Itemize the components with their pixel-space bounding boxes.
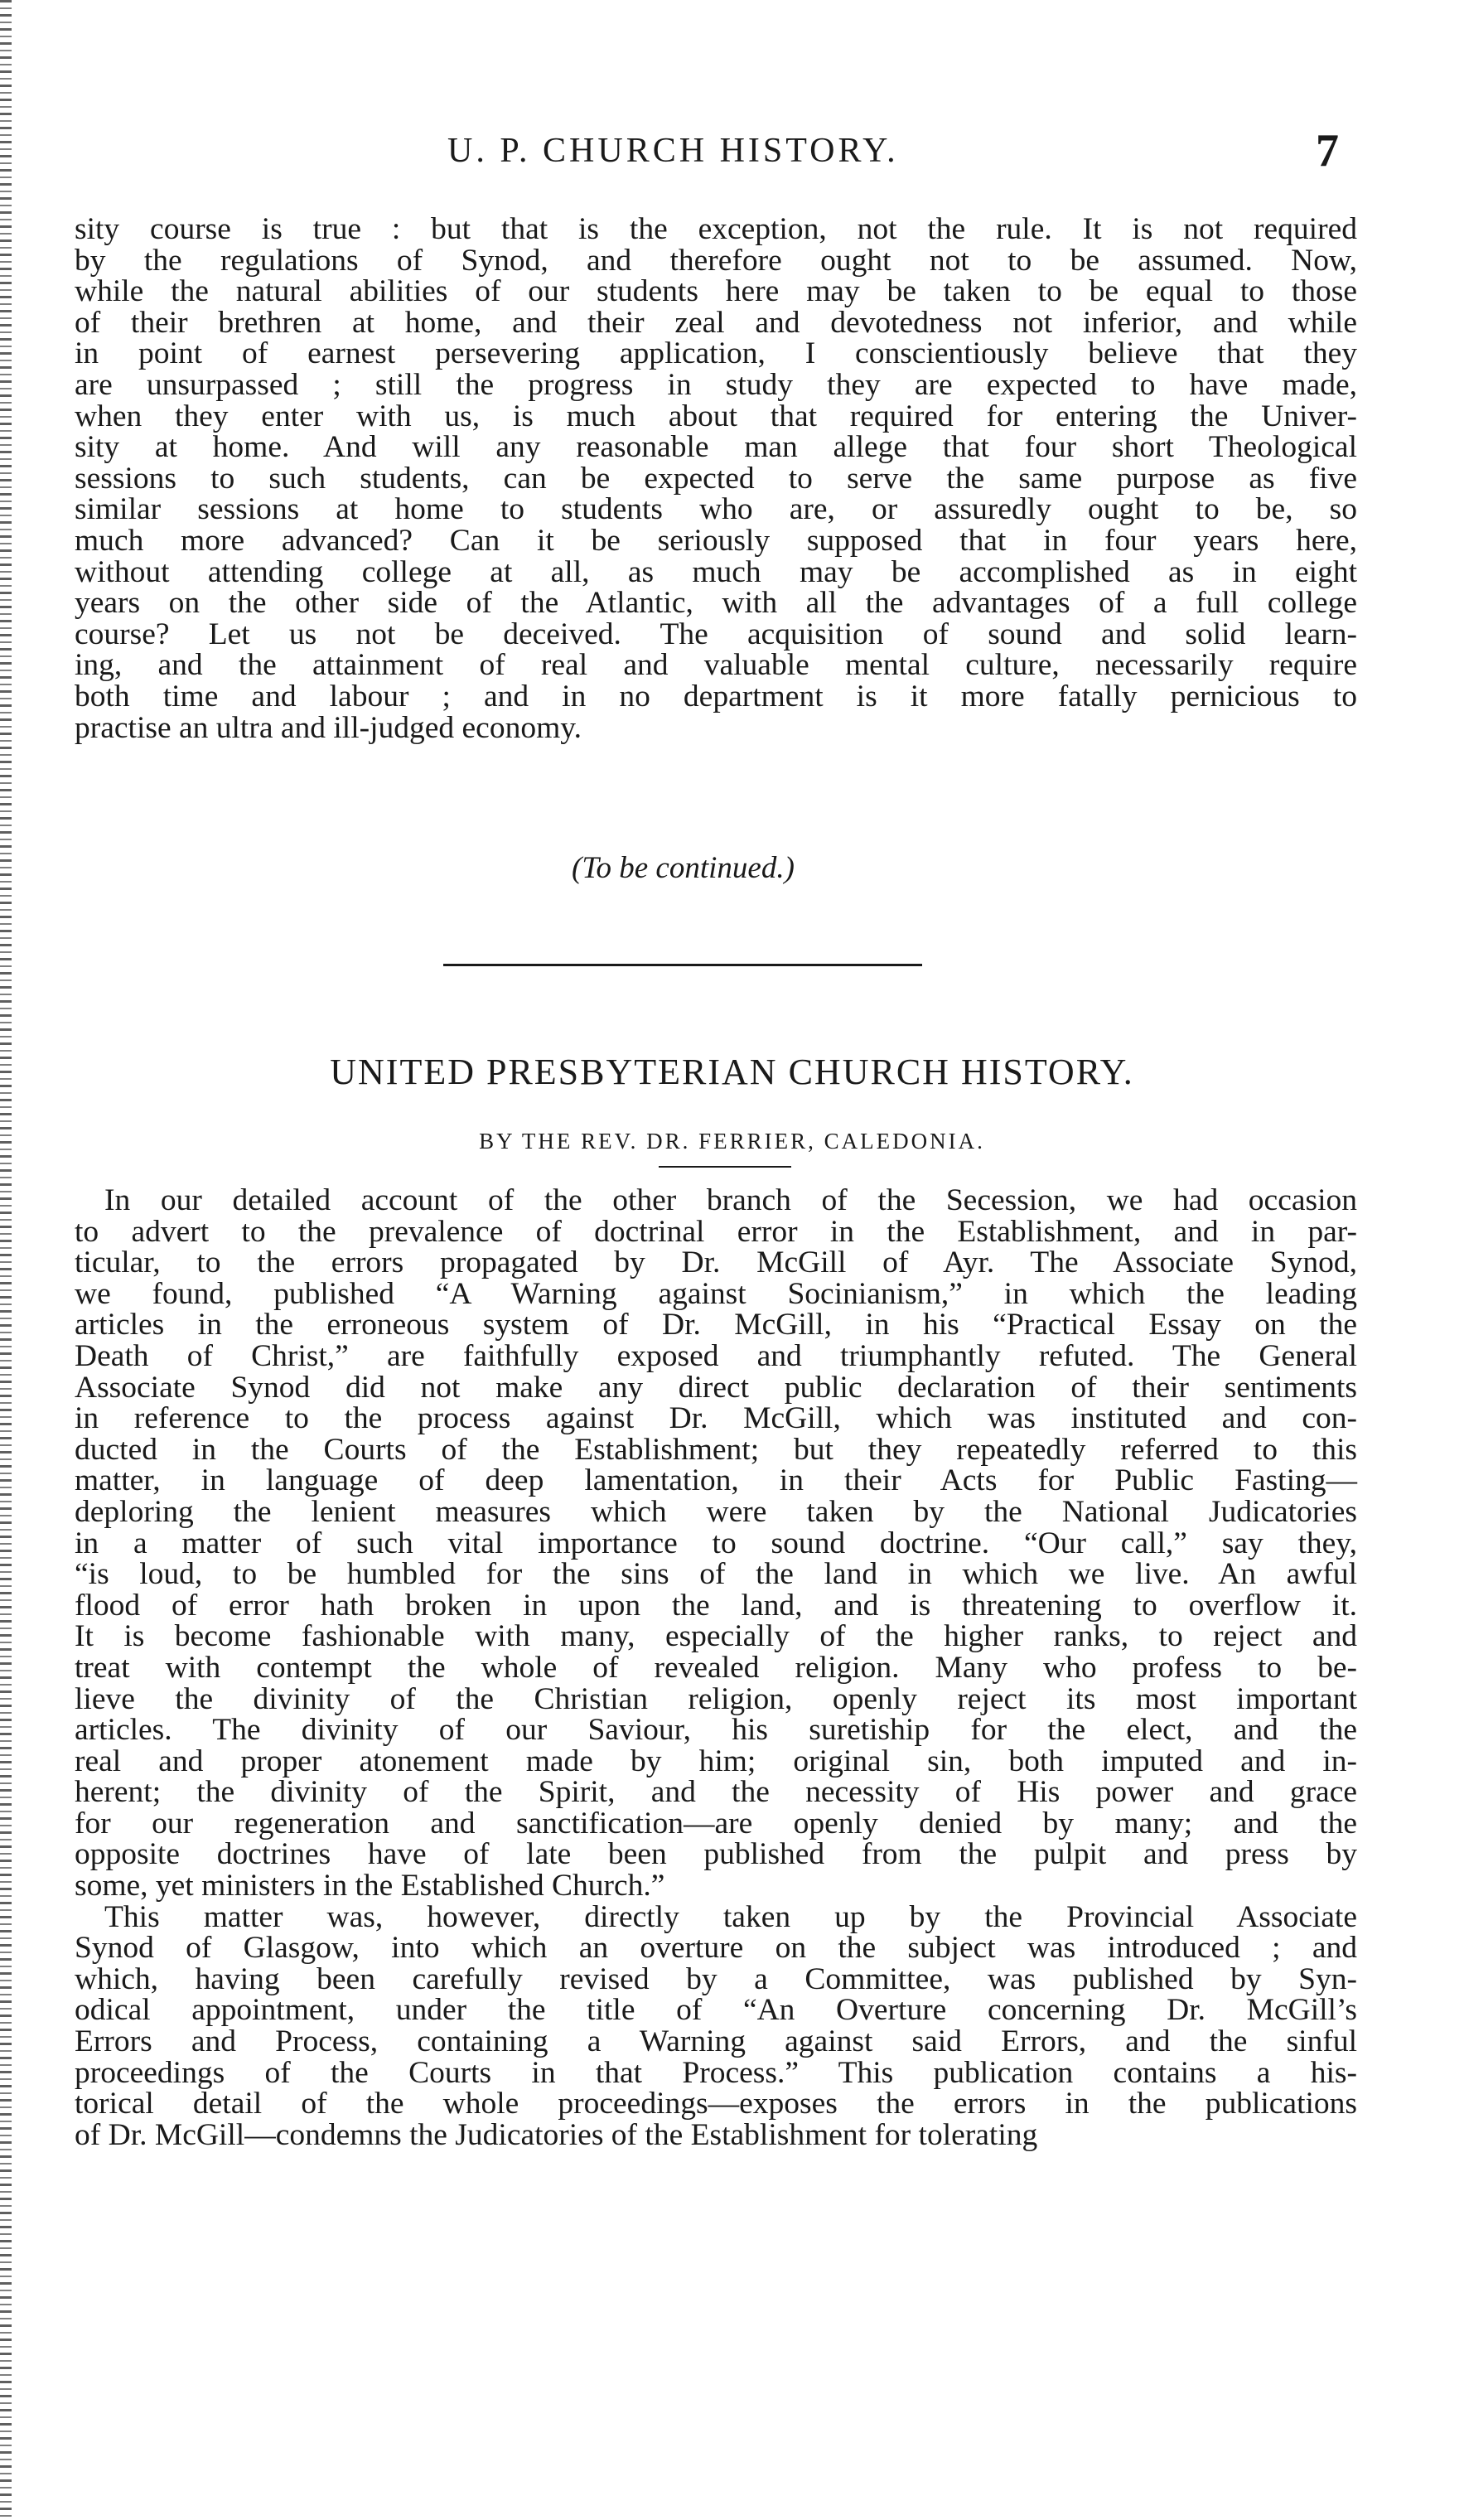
byline-rule	[659, 1166, 791, 1168]
section-divider	[443, 964, 922, 966]
text-line: opposite doctrines have of late been published from the pulpit and press by	[75, 1837, 1357, 1872]
running-head	[0, 124, 1464, 182]
text-line: deploring the lenient measures which were taken by the National Judicatories	[75, 1494, 1357, 1529]
text-line: practise an ultra and ill-judged economy.	[75, 710, 582, 745]
text-line: to advert to the prevalence of doctrinal error in the Establishment, and in par-	[75, 1214, 1357, 1249]
text-line: without attending college at all, as much may be accomplished as in eight	[75, 554, 1357, 589]
text-line: for our regeneration and sanctification—are openly denied by many; and the	[75, 1806, 1357, 1840]
text-line: of Dr. McGill—condemns the Judicatories of the Establishment for tolerating	[75, 2117, 1038, 2152]
text-line: some, yet ministers in the Established Church.”	[75, 1869, 665, 1903]
text-line: Death of Christ,” are faithfully exposed and triumphantly refuted. The General	[75, 1338, 1357, 1373]
text-line: similar sessions at home to students who are, or assuredly ought to be, so	[75, 492, 1357, 527]
text-line: in point of earnest persevering application, I conscientiously believe that they	[75, 336, 1357, 371]
text-line: sessions to such students, can be expected to serve the same purpose as five	[75, 461, 1357, 496]
text-line: ing, and the attainment of real and valuable mental culture, necessarily require	[75, 648, 1357, 683]
text-line: are unsurpassed ; still the progress in study they are expected to have made,	[75, 367, 1357, 402]
text-line: articles in the erroneous system of Dr. McGill, in his “Practical Essay on the	[75, 1308, 1357, 1342]
text-line: herent; the divinity of the Spirit, and the necessity of His power and grace	[75, 1775, 1357, 1810]
text-line: In our detailed account of the other branch of the Secession, we had occasion	[104, 1183, 1357, 1217]
page-number: 7	[1316, 125, 1339, 177]
text-line: both time and labour ; and in no department is it more fatally pernicious to	[75, 679, 1357, 713]
to-be-continued-note: (To be continued.)	[572, 851, 795, 885]
text-line: Associate Synod did not make any direct public declaration of their sentiments	[75, 1370, 1357, 1405]
continued-article-text	[75, 214, 1357, 743]
text-line: This matter was, however, directly taken up by the Provincial Associate	[104, 1899, 1357, 1934]
paragraph	[75, 214, 1357, 743]
text-line: ticular, to the errors propagated by Dr. McGill of Ayr. The Associate Synod,	[75, 1245, 1357, 1280]
text-line: proceedings of the Courts in that Process.” This publication contains a his-	[75, 2055, 1357, 2090]
text-line: odical appointment, under the title of “An Overture concerning Dr. McGill’s	[75, 1993, 1357, 2028]
scanned-binding-edge	[0, 0, 12, 2520]
text-line: we found, published “A Warning against Socinianism,” in which the leading	[75, 1276, 1357, 1311]
text-line: years on the other side of the Atlantic, with all the advantages of a full college	[75, 586, 1357, 621]
paragraph	[75, 1185, 1357, 1902]
text-line: treat with contempt the whole of revealed religion. Many who profess to be-	[75, 1650, 1357, 1685]
text-line: matter, in language of deep lamentation, in their Acts for Public Fasting—	[75, 1463, 1357, 1498]
text-line: while the natural abilities of our students here may be taken to be equal to those	[75, 274, 1357, 309]
text-line: ducted in the Courts of the Establishment; but they repeatedly referred to this	[75, 1432, 1357, 1467]
text-line: in a matter of such vital importance to sound doctrine. “Our call,” say they,	[75, 1526, 1357, 1560]
article-body	[75, 1185, 1357, 2150]
text-line: real and proper atonement made by him; original sin, both imputed and in-	[75, 1744, 1357, 1778]
text-line: articles. The divinity of our Saviour, his suretiship for the elect, and the	[75, 1713, 1357, 1748]
text-line: in reference to the process against Dr. McGill, which was instituted and con-	[75, 1401, 1357, 1436]
text-line: sity at home. And will any reasonable man allege that four short Theological	[75, 430, 1357, 465]
text-line: which, having been carefully revised by a Committee, was published by Syn-	[75, 1961, 1357, 1996]
text-line: by the regulations of Synod, and therefore ought not to be assumed. Now,	[75, 243, 1357, 278]
text-line: torical detail of the whole proceedings—exposes the errors in the publications	[75, 2087, 1357, 2121]
text-line: “is loud, to be humbled for the sins of the land in which we live. An awful	[75, 1557, 1357, 1592]
text-line: much more advanced? Can it be seriously supposed that in four years here,	[75, 523, 1357, 558]
text-line: course? Let us not be deceived. The acquisition of sound and solid learn-	[75, 617, 1357, 651]
article-byline: BY THE REV. DR. FERRIER, CALEDONIA.	[479, 1129, 985, 1154]
text-line: of their brethren at home, and their zeal and devotedness not inferior, and while	[75, 305, 1357, 340]
text-line: flood of error hath broken in upon the land, and is threatening to overflow it.	[75, 1588, 1357, 1623]
text-line: when they enter with us, is much about that required for entering the Univer-	[75, 399, 1357, 433]
text-line: Errors and Process, containing a Warning against said Errors, and the sinful	[75, 2024, 1357, 2059]
text-line: It is become fashionable with many, especially of the higher ranks, to reject and	[75, 1619, 1357, 1654]
running-head-title: U. P. CHURCH HISTORY.	[447, 132, 899, 170]
text-line: sity course is true : but that is the exception, not the rule. It is not required	[75, 212, 1357, 246]
article-title: UNITED PRESBYTERIAN CHURCH HISTORY.	[330, 1052, 1134, 1092]
paragraph	[75, 1899, 1357, 2152]
text-line: Synod of Glasgow, into which an overture on the subject was introduced ; and	[75, 1931, 1357, 1966]
text-line: lieve the divinity of the Christian religion, openly reject its most important	[75, 1681, 1357, 1716]
